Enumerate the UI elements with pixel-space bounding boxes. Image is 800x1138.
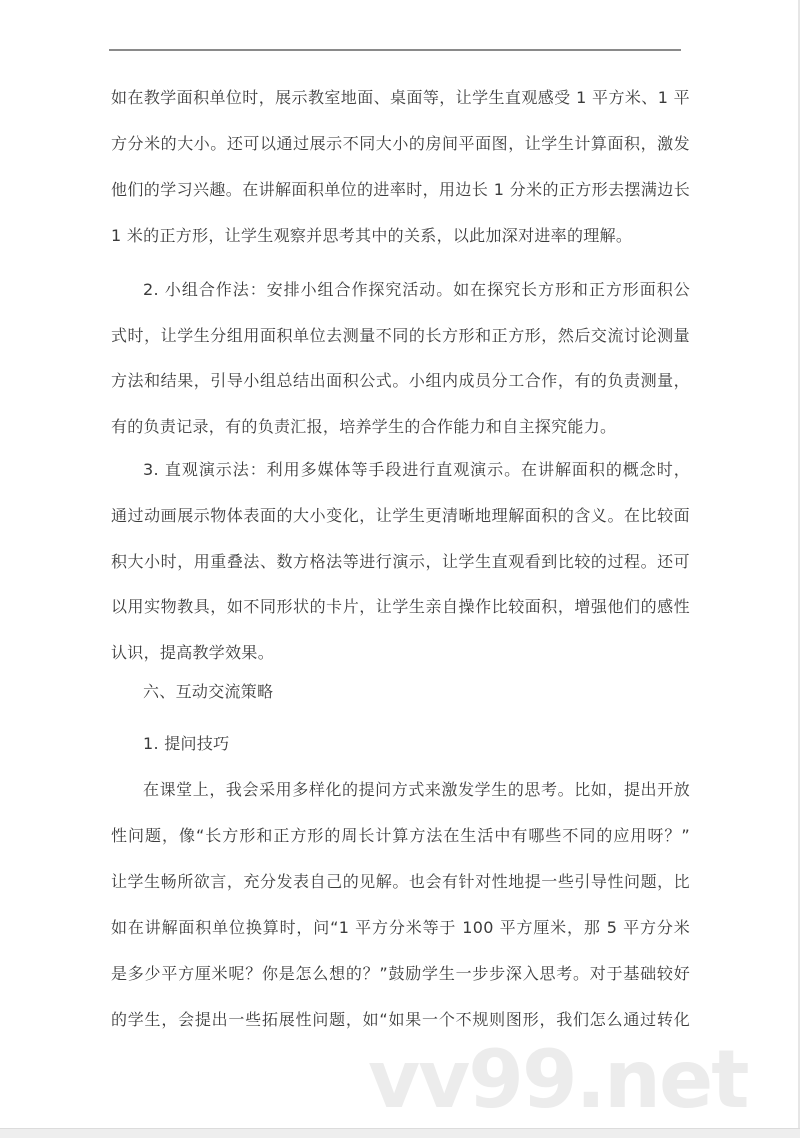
text-line: 性问题，像“长方形和正方形的周长计算方法在生活中有哪些不同的应用呀？” bbox=[111, 826, 690, 845]
text-line: 方法和结果，引导小组总结出面积公式。小组内成员分工合作，有的负责测量， bbox=[111, 371, 690, 390]
text-line: 的学生，会提出一些拓展性问题，如“如果一个不规则图形，我们怎么通过转化 bbox=[111, 1010, 690, 1029]
text-line: 1 米的正方形，让学生观察并思考其中的关系，以此加深对进率的理解。 bbox=[111, 226, 633, 245]
text-line: 他们的学习兴趣。在讲解面积单位的进率时，用边长 1 分米的正方形去摆满边长 bbox=[111, 180, 690, 199]
text-line: 式时，让学生分组用面积单位去测量不同的长方形和正方形，然后交流讨论测量 bbox=[111, 326, 690, 345]
text-line: 如在讲解面积单位换算时，问“1 平方分米等于 100 平方厘米，那 5 平方分米 bbox=[111, 918, 690, 937]
text-line: 2. 小组合作法：安排小组合作探究活动。如在探究长方形和正方形面积公 bbox=[143, 280, 690, 299]
text-line: 有的负责记录，有的负责汇报，培养学生的合作能力和自主探究能力。 bbox=[111, 417, 617, 436]
header-rule bbox=[109, 49, 681, 51]
text-line: 让学生畅所欲言，充分发表自己的见解。也会有针对性地提一些引导性问题，比 bbox=[111, 872, 690, 891]
text-line: 通过动画展示物体表面的大小变化，让学生更清晰地理解面积的含义。在比较面 bbox=[111, 506, 690, 525]
text-line: 是多少平方厘米呢？你是怎么想的？”鼓励学生一步步深入思考。对于基础较好 bbox=[111, 964, 690, 983]
section-heading: 六、互动交流策略 bbox=[143, 682, 274, 701]
text-line: 积大小时，用重叠法、数方格法等进行演示，让学生直观看到比较的过程。还可 bbox=[111, 552, 690, 571]
text-line: 认识，提高教学效果。 bbox=[111, 643, 275, 662]
text-line: 3. 直观演示法：利用多媒体等手段进行直观演示。在讲解面积的概念时， bbox=[143, 460, 690, 479]
watermark: vv99.net bbox=[368, 1033, 748, 1126]
text-line: 方分米的大小。还可以通过展示不同大小的房间平面图，让学生计算面积，激发 bbox=[111, 134, 690, 153]
text-line: 在课堂上，我会采用多样化的提问方式来激发学生的思考。比如，提出开放 bbox=[143, 780, 690, 799]
text-line: 如在教学面积单位时，展示教室地面、桌面等，让学生直观感受 1 平方米、1 平 bbox=[111, 88, 690, 107]
subheading: 1. 提问技巧 bbox=[143, 734, 230, 753]
text-line: 以用实物教具，如不同形状的卡片，让学生亲自操作比较面积，增强他们的感性 bbox=[111, 597, 690, 616]
